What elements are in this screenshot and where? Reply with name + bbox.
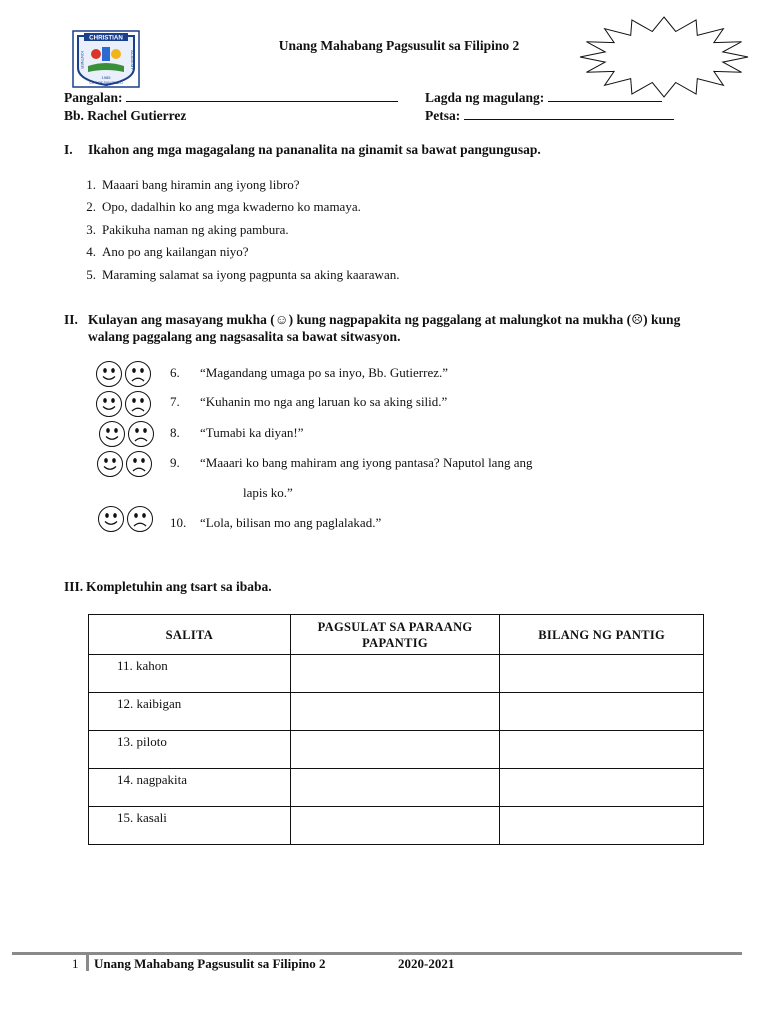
teacher-name: Bb. Rachel Gutierrez [64, 108, 187, 123]
word-cell: 13. piloto [89, 731, 291, 769]
list-item: 1. Maaari bang hiramin ang iyong libro? [86, 177, 300, 192]
word-cell: 15. kasali [89, 807, 291, 845]
syllable-count-cell[interactable] [500, 655, 704, 693]
section-2-instruction-line2: walang paggalang ang nagsasalita sa bawat sitwasyon. [88, 329, 401, 344]
table-row [89, 655, 704, 693]
situation-item: 6. “Magandang umaga po sa inyo, Bb. Gutierrez.” [170, 365, 449, 380]
list-item: 5. Maraming salamat sa iyong pagpunta sa aking kaarawan. [86, 267, 400, 282]
syllabication-cell[interactable] [290, 807, 500, 845]
section-1-heading [64, 142, 541, 158]
footer-divider [12, 952, 742, 955]
syllabication-cell[interactable] [290, 655, 500, 693]
syllable-chart [88, 614, 704, 845]
situation-item: 7. “Kuhanin mo nga ang laruan ko sa aking silid.” [170, 394, 448, 409]
table-row [89, 769, 704, 807]
word-cell: 12. kaibigan [89, 693, 291, 731]
section-2-number: II. [64, 312, 78, 327]
footer-school-year: 2020-2021 [398, 956, 455, 971]
syllabication-cell[interactable] [290, 769, 500, 807]
name-label: Pangalan: [64, 90, 123, 105]
table-row [89, 807, 704, 845]
syllable-count-cell[interactable] [500, 693, 704, 731]
happy-face-icon[interactable] [100, 422, 125, 447]
happy-face-icon[interactable] [97, 392, 122, 417]
syllable-count-cell[interactable] [500, 731, 704, 769]
section-3-number: III. [64, 579, 84, 594]
column-header: PAGSULAT SA PARAANG PAPANTIG [290, 615, 500, 655]
sad-face-icon[interactable] [126, 362, 151, 387]
page-number: 1 [72, 956, 79, 971]
syllable-count-cell[interactable] [500, 769, 704, 807]
list-item: 2. Opo, dadalhin ko ang mga kwaderno ko mamaya. [86, 199, 361, 214]
syllable-count-cell[interactable] [500, 807, 704, 845]
sad-face-icon[interactable] [128, 507, 153, 532]
column-header: SALITA [89, 615, 291, 655]
list-item: 4. Ano po ang kailangan niyo? [86, 244, 249, 259]
table-row [89, 693, 704, 731]
section-2-instruction-line1: Kulayan ang masayang mukha (☺) kung nagpapakita ng paggalang at malungkot na mukha (☹) kung [88, 312, 681, 327]
parent-sig-blank[interactable] [548, 90, 662, 102]
test-title: Unang Mahabang Pagsusulit sa Filipino 2 [278, 38, 520, 53]
section-3-heading [64, 579, 272, 595]
situation-item: 10. “Lola, bilisan mo ang paglalakad.” [170, 515, 382, 530]
date-label: Petsa: [425, 108, 461, 123]
happy-face-icon[interactable] [98, 452, 123, 477]
date-row [425, 108, 674, 124]
svg-text:CITY OF SAN PABLO: CITY OF SAN PABLO [89, 81, 123, 85]
sad-face-icon[interactable] [126, 392, 151, 417]
score-starburst [578, 16, 750, 98]
svg-text:CHRISTIAN: CHRISTIAN [89, 34, 123, 42]
section-3-instruction: Kompletuhin ang tsart sa ibaba. [86, 579, 272, 594]
situation-item: 9. “Maaari ko bang mahiram ang iyong pantasa? Naputol lang ang [170, 455, 533, 470]
word-cell: 11. kahon [89, 655, 291, 693]
syllabication-cell[interactable] [290, 693, 500, 731]
footer-title: Unang Mahabang Pagsusulit sa Filipino 2 [94, 956, 326, 971]
svg-text:KINTNER: KINTNER [80, 51, 85, 69]
column-header: BILANG NG PANTIG [500, 615, 704, 655]
happy-face-icon[interactable] [99, 507, 124, 532]
face-choice-pair [96, 450, 154, 478]
situation-item: 8. “Tumabi ka diyan!” [170, 425, 304, 440]
list-item: 3. Pakikuha naman ng aking pambura. [86, 222, 289, 237]
svg-text:ACADEMY: ACADEMY [130, 50, 135, 70]
happy-face-icon[interactable] [97, 362, 122, 387]
name-row [64, 90, 398, 106]
sad-face-icon[interactable] [127, 452, 152, 477]
situation-item-continued: lapis ko.” [243, 485, 293, 500]
starburst-shape [580, 17, 748, 97]
parent-sig-row [425, 90, 662, 106]
syllabication-cell[interactable] [290, 731, 500, 769]
face-choice-pair [95, 390, 153, 418]
svg-text:1985: 1985 [101, 75, 111, 80]
word-cell: 14. nagpakita [89, 769, 291, 807]
sad-face-icon[interactable] [129, 422, 154, 447]
table-row [89, 731, 704, 769]
face-choice-pair [98, 420, 156, 448]
section-2-heading [64, 312, 680, 328]
face-choice-pair [97, 505, 155, 533]
section-1-instruction: Ikahon ang mga magagalang na pananalita na ginamit sa bawat pangungusap. [88, 142, 541, 157]
date-blank[interactable] [464, 108, 674, 120]
parent-sig-label: Lagda ng magulang: [425, 90, 545, 105]
footer-separator [86, 955, 89, 971]
face-choice-pair [95, 360, 153, 388]
section-1-number: I. [64, 142, 73, 157]
name-blank[interactable] [126, 90, 398, 102]
